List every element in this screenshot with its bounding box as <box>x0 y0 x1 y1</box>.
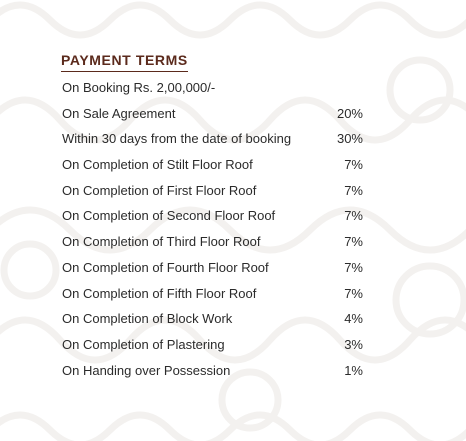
payment-row <box>62 286 372 306</box>
payment-row-label: On Completion of Plastering <box>62 337 225 352</box>
payment-row-label: On Completion of Fourth Floor Roof <box>62 260 269 275</box>
payment-row-value: 7% <box>344 183 363 198</box>
payment-row-label: Within 30 days from the date of booking <box>62 131 292 146</box>
payment-row-value: 7% <box>344 234 363 249</box>
payment-row-label: On Completion of Third Floor Roof <box>62 234 261 249</box>
payment-row <box>62 80 372 100</box>
payment-row-label: On Handing over Possession <box>62 363 231 378</box>
payment-row-label: On Completion of Fifth Floor Roof <box>62 286 257 301</box>
payment-row <box>62 208 372 228</box>
payment-row <box>62 337 372 357</box>
payment-row-value: 7% <box>344 157 363 172</box>
payment-terms-title: PAYMENT TERMS <box>61 52 188 72</box>
payment-row-value: 7% <box>344 286 363 301</box>
payment-row-label: On Booking Rs. 2,00,000/- <box>62 80 216 95</box>
payment-row-value: 7% <box>344 208 363 223</box>
payment-row-value: 3% <box>344 337 363 352</box>
payment-row <box>62 234 372 254</box>
payment-row-label: On Completion of First Floor Roof <box>62 183 257 198</box>
payment-row-label: On Completion of Second Floor Roof <box>62 208 276 223</box>
payment-row-label: On Completion of Block Work <box>62 311 233 326</box>
payment-row <box>62 363 372 383</box>
payment-row <box>62 311 372 331</box>
payment-row-value: 4% <box>344 311 363 326</box>
payment-row-value: 1% <box>344 363 363 378</box>
payment-row <box>62 183 372 203</box>
payment-row-value: 20% <box>336 106 363 121</box>
payment-row-value: 30% <box>336 131 363 146</box>
payment-row <box>62 157 372 177</box>
payment-row-label: On Sale Agreement <box>62 106 176 121</box>
payment-row <box>62 106 372 126</box>
payment-row <box>62 260 372 280</box>
payment-row <box>62 131 372 151</box>
payment-row-value: 7% <box>344 260 363 275</box>
payment-row-label: On Completion of Stilt Floor Roof <box>62 157 253 172</box>
